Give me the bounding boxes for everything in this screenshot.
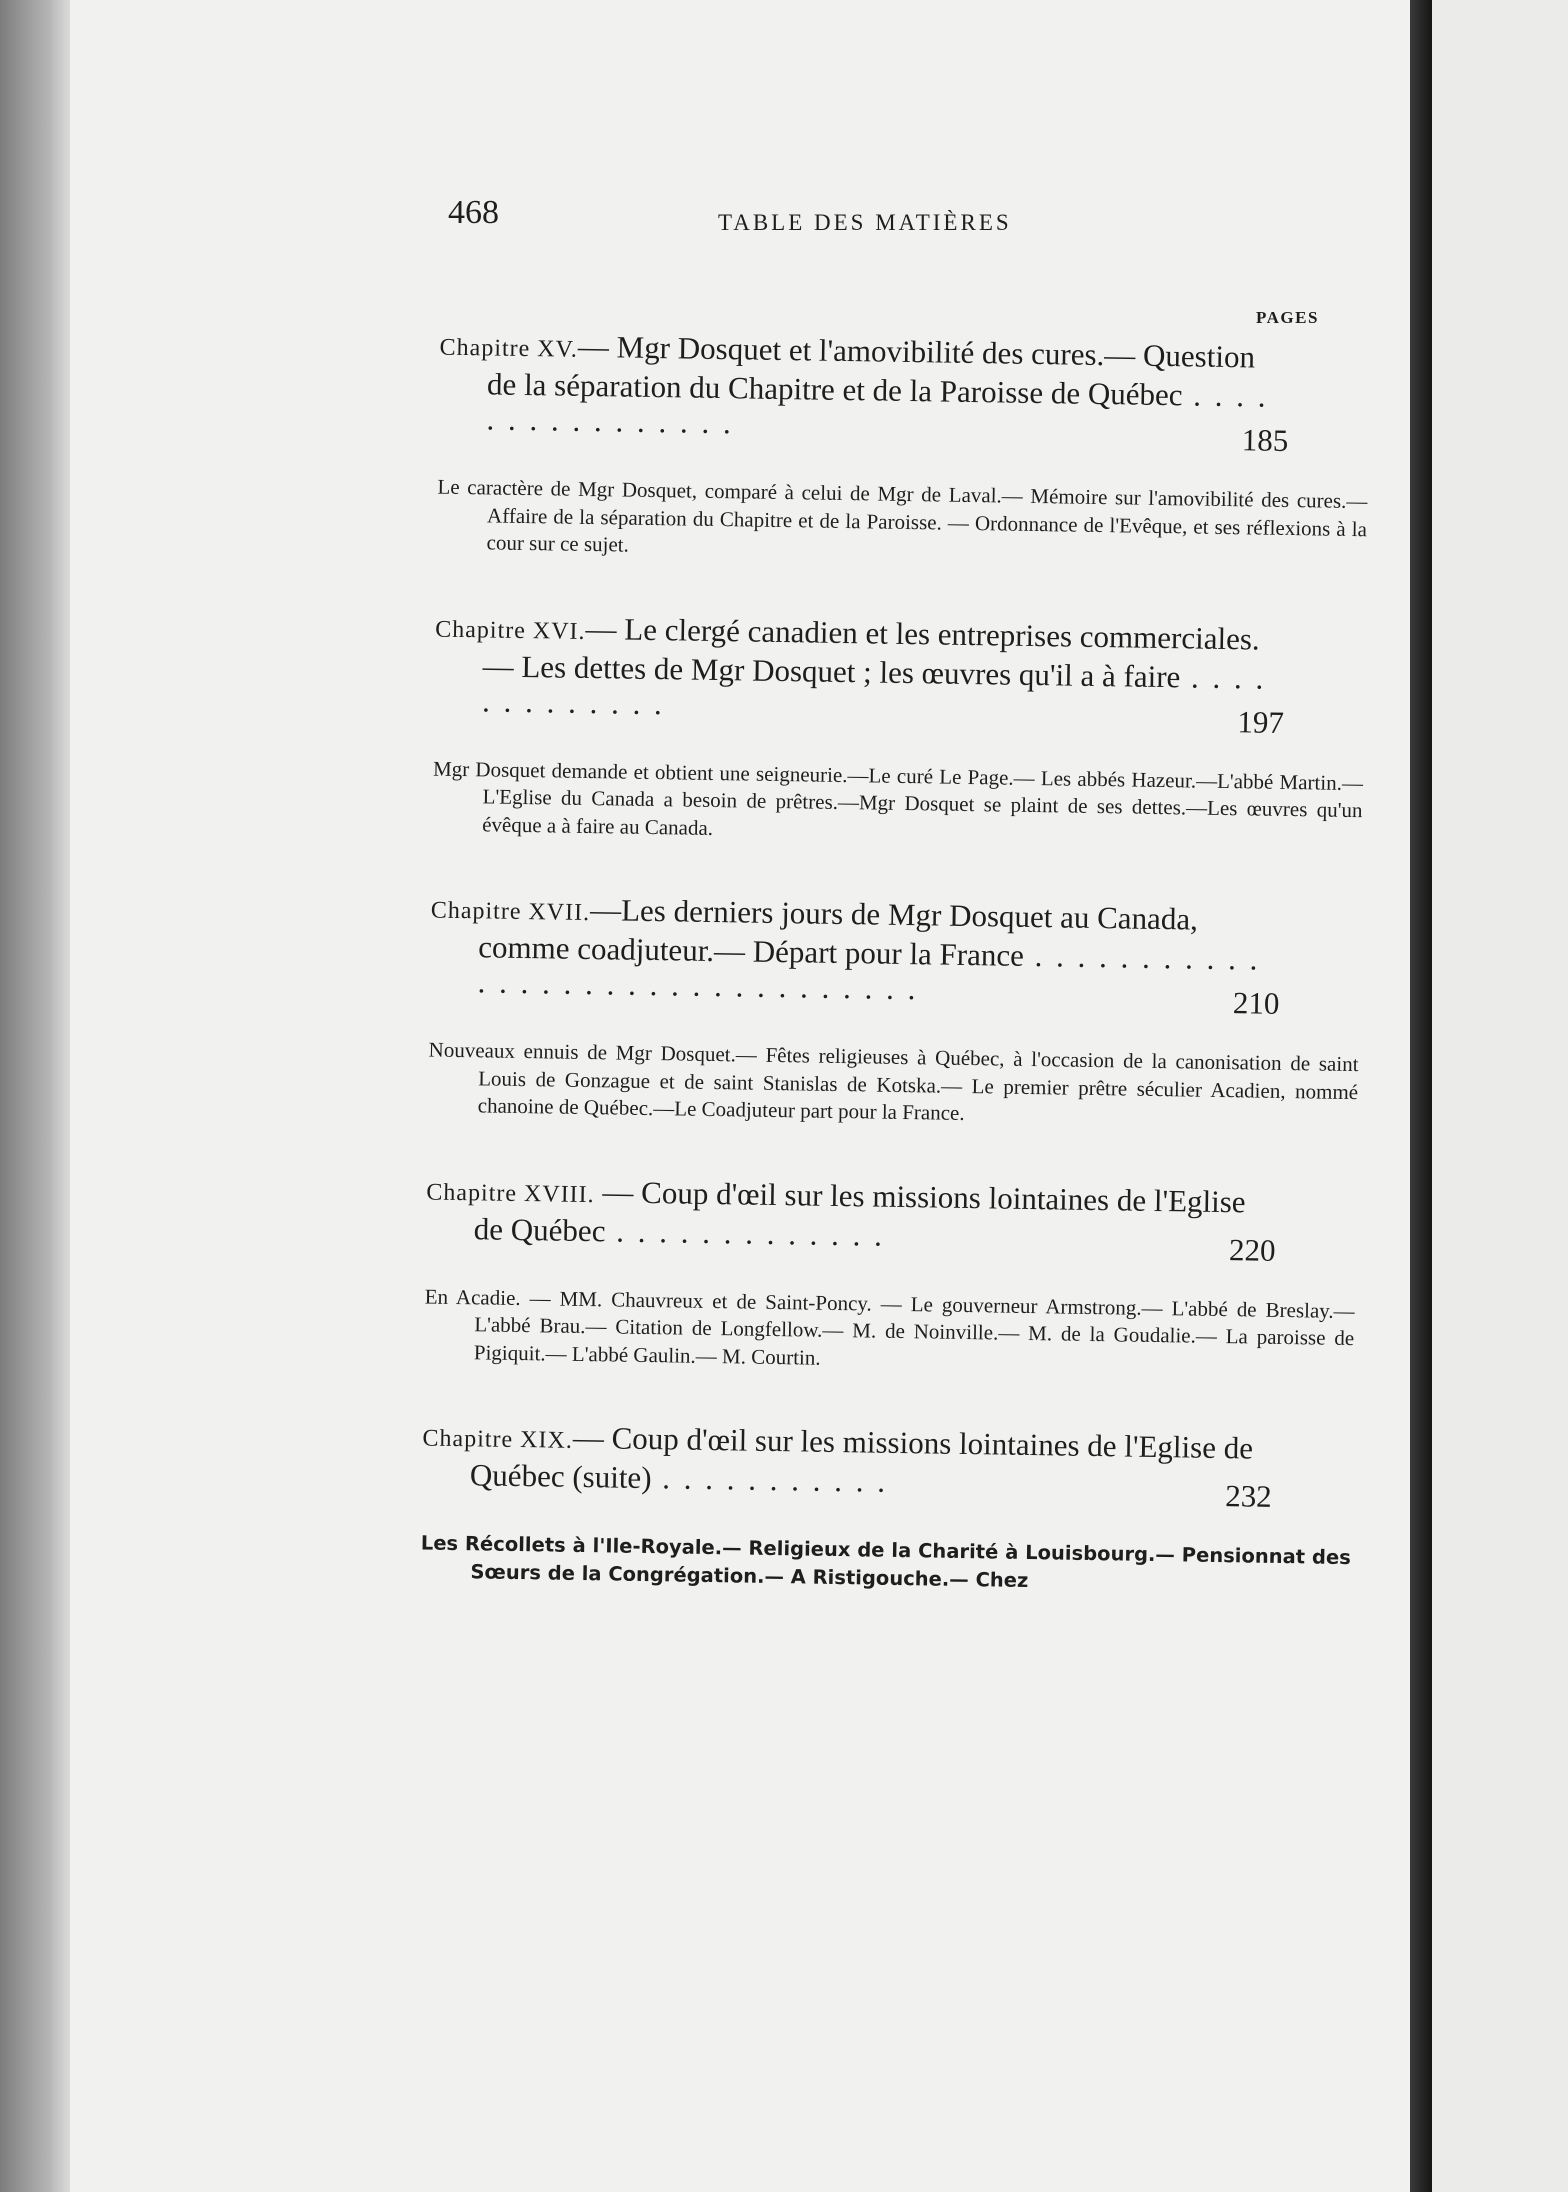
chapter-entry: Chapitre XVII.—Les derniers jours de Mgr Dosquet au Canada, comme coadjuteur.— Départ pour la France . . . . . . . . . . . . . . . . . . . . . . . . . . . . . . . . 210 (430, 892, 1280, 1021)
chapter-entry: Chapitre XV.— Mgr Dosquet et l'amovibilité des cures.— Question de la séparation du Chapitre et de la Paroisse de Québec . . . . . . . . . . . . . . . . 185 (439, 328, 1289, 458)
chapter-summary: En Acadie. — MM. Chauvreux et de Saint-Poncy. — Le gouverneur Armstrong.— L'abbé de Breslay.— L'abbé Brau.— Citation de Longfellow.— M. de Noinville.— M. de la Goudalie.— La paroisse de Pigiquit.— L'abbé Gaulin.— M. Courtin. (424, 1284, 1355, 1370)
chapter-title: —Les derniers jours de Mgr Dosquet au Canada, comme coadjuteur.— Départ pour la France (477, 892, 1199, 973)
chapter-title: — Coup d'œil sur les missions lointaines de l'Eglise de Québec (suite) (469, 1419, 1254, 1496)
chapter-summary: Le caractère de Mgr Dosquet, comparé à celui de Mgr de Laval.— Mémoire sur l'amovibilité des cures.— Affaire de la séparation du Chapitre et de la Paroisse. — Ordonnance de l'Evêque, et ses réflexions à la cour sur ce sujet. (437, 474, 1368, 557)
chapter-label: Chapitre XVIII. (426, 1179, 595, 1208)
chapter-entry: Chapitre XVIII. — Coup d'œil sur les missions lointaines de l'Eglise de Québec . . . . . . . . . . . . . 220 (426, 1173, 1276, 1268)
chapter-title: — Coup d'œil sur les missions lointaines de l'Eglise de Québec (473, 1173, 1246, 1248)
chapter-page-number: 232 (1224, 1478, 1272, 1514)
chapter-summary: Nouveaux ennuis de Mgr Dosquet.— Fêtes religieuses à Québec, à l'occasion de la canonisation de saint Louis de Gonzague et de saint Stanislas de Kotska.— Le premier prêtre séculier Acadien, nommé chanoine de Québec.—Le Coadjuteur part pour la France. (428, 1037, 1359, 1125)
chapter-title: — Le clergé canadien et les entreprises commerciales.— Les dettes de Mgr Dosquet ; les œuvres qu'il a à faire (482, 610, 1261, 694)
page-header (448, 194, 1088, 254)
chapter-page-number: 185 (1241, 422, 1289, 458)
book-gutter (1410, 0, 1432, 2192)
chapter-page-number: 210 (1232, 985, 1280, 1021)
chapter-label: Chapitre XV. (439, 334, 579, 363)
chapter-summary: Les Récollets à l'Ile-Royale.— Religieux de la Charité à Louisbourg.— Pensionnat des Sœurs de la Congrégation.— A Ristigouche.— Chez (420, 1531, 1351, 1592)
chapter-title: — Mgr Dosquet et l'amovibilité des cures.— Question de la séparation du Chapitre et de la Paroisse de Québec (486, 328, 1256, 413)
chapter-summary: Mgr Dosquet demande et obtient une seigneurie.—Le curé Le Page.— Les abbés Hazeur.—L'abbé Martin.— L'Eglise du Canada a besoin de prêtres.—Mgr Dosquet se plaint de ses dettes.—Les œuvres qu'un évêque a à faire au Canada. (432, 756, 1364, 840)
facing-page-edge (1432, 0, 1568, 2192)
pages-column-label: PAGES (1256, 308, 1319, 327)
page-number: 468 (448, 194, 499, 231)
chapter-entry: Chapitre XIX.— Coup d'œil sur les missions lointaines de l'Eglise de Québec (suite) . . . . . . . . . . . 232 (422, 1419, 1272, 1514)
table-of-contents (380, 326, 1368, 1599)
chapter-entry: Chapitre XVI.— Le clergé canadien et les entreprises commerciales.— Les dettes de Mgr Dosquet ; les œuvres qu'il a à faire . . . . . . . . . . . . . 197 (435, 610, 1285, 740)
running-title: TABLE DES MATIÈRES (718, 210, 1012, 235)
chapter-page-number: 197 (1237, 703, 1285, 740)
chapter-label: Chapitre XVI. (435, 616, 586, 645)
chapter-page-number: 220 (1228, 1231, 1276, 1268)
chapter-label: Chapitre XVII. (430, 897, 591, 927)
chapter-label: Chapitre XIX. (422, 1425, 574, 1454)
